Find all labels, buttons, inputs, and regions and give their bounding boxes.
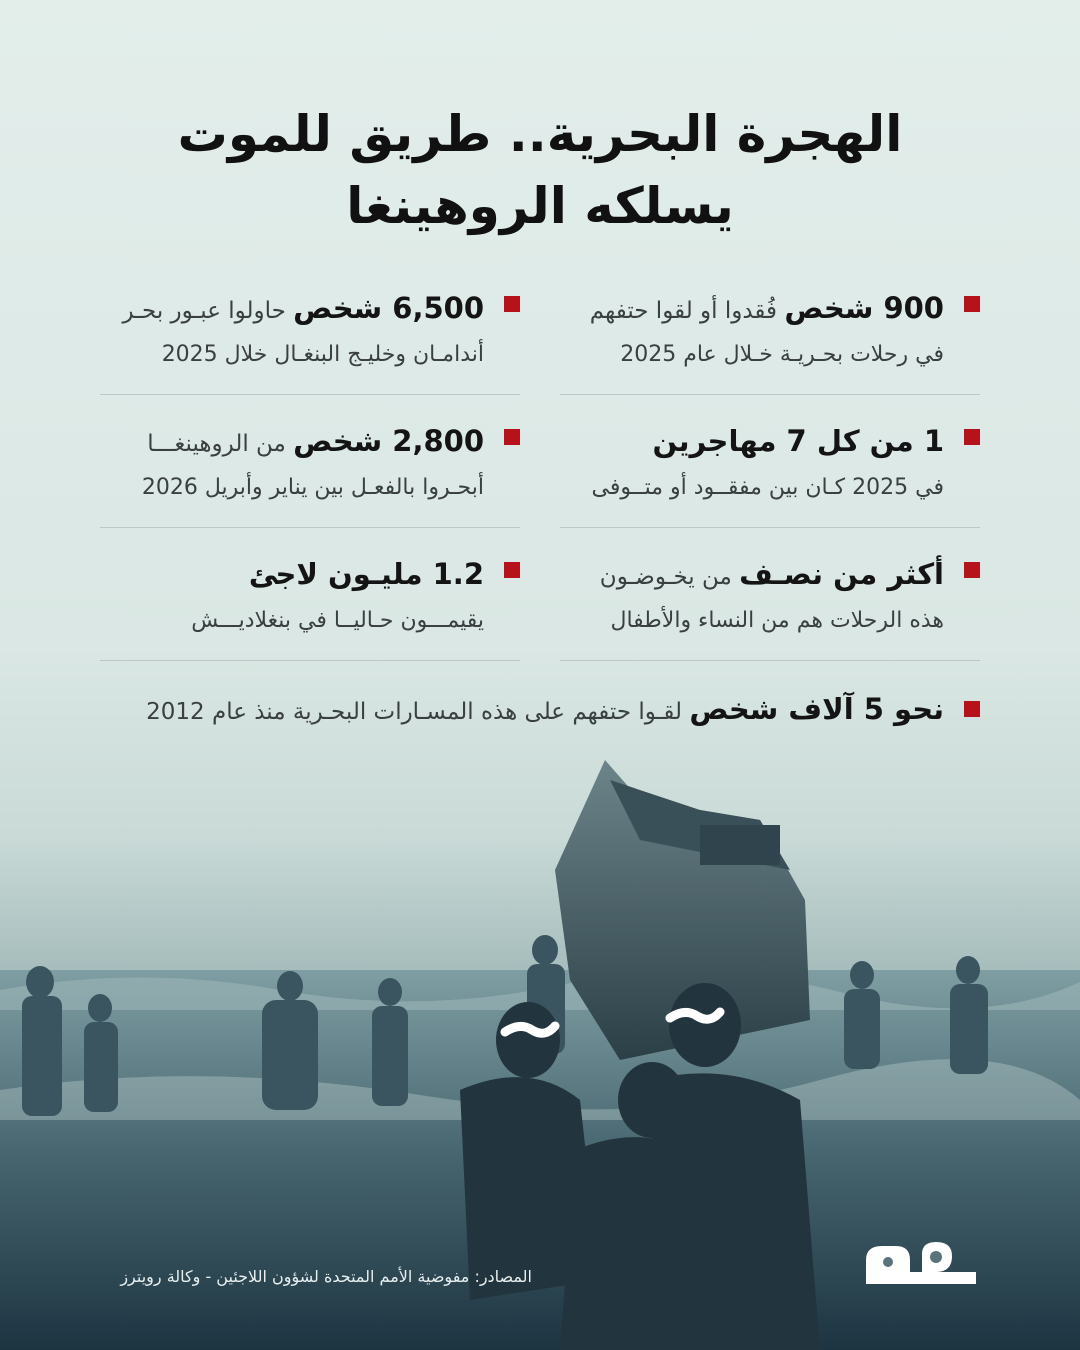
red-square-marker: [964, 701, 980, 717]
page-title: [100, 98, 980, 242]
brand-logo-mark: [862, 1232, 980, 1292]
stat-highlight: 1.2 مليـون لاجئ: [248, 557, 484, 591]
red-square-marker: [504, 429, 520, 445]
stat-line-1: [560, 419, 944, 466]
brand-logo: [862, 1232, 980, 1292]
stat-line-1: [560, 552, 944, 599]
stat-text: من يخـوضـون: [599, 564, 740, 590]
stat-text: فُقدوا أو لقوا حتفهم: [589, 298, 785, 324]
stat-line-2: في رحلات بحـريـة خـلال عام 2025: [620, 342, 944, 367]
red-square-marker: [964, 296, 980, 312]
red-square-marker: [504, 562, 520, 578]
stat-item: [560, 538, 980, 661]
stat-line-2: أندامـان وخليـج البنغـال خلال 2025: [161, 342, 484, 367]
stat-text: لقـوا حتفهم على هذه المسـارات البحـرية منذ عام 2012: [146, 699, 690, 725]
stat-item: [100, 538, 520, 661]
stat-item: [560, 272, 980, 395]
stat-text: حاولوا عبـور بحـر: [122, 298, 294, 324]
stat-highlight: أكثر من نصـف: [739, 557, 944, 591]
stat-item: [100, 405, 520, 528]
red-square-marker: [964, 562, 980, 578]
stat-highlight: نحو 5 آلاف شخص: [689, 692, 944, 726]
stat-item: [100, 272, 520, 395]
stat-line-2: أبحـروا بالفعـل بين يناير وأبريل 2026: [141, 475, 484, 500]
stat-line-2: في 2025 كـان بين مفقــود أو متــوفى: [591, 475, 944, 500]
stat-line-1: [560, 286, 944, 333]
title-line-1: الهجرة البحرية.. طريق للموت: [177, 105, 903, 163]
stat-highlight: 900 شخص: [784, 291, 944, 325]
stat-highlight: 2,800 شخص: [293, 424, 484, 458]
stat-item: [560, 405, 980, 528]
stat-line-1: [100, 419, 484, 466]
red-square-marker: [504, 296, 520, 312]
stats-grid: [100, 272, 980, 671]
sources-note: المصادر: مفوضية الأمم المتحدة لشؤون اللاجئين - وكالة رويترز: [120, 1267, 532, 1286]
title-line-2: يسلكه الروهينغا: [346, 177, 734, 235]
stat-line-2: يقيمـــون حـاليــا في بنغلاديـــش: [191, 608, 484, 633]
eye-blur-mark: [670, 1012, 720, 1019]
full-width-stat: [100, 684, 980, 737]
eye-blur-mark: [505, 1026, 555, 1033]
red-square-marker: [964, 429, 980, 445]
stat-line-1: [100, 286, 484, 333]
stat-line-2: هذه الرحلات هم من النساء والأطفال: [610, 608, 944, 633]
stat-line-1: [100, 552, 484, 599]
stat-highlight: 1 من كل 7 مهاجرين: [652, 424, 944, 458]
stat-text: من الروهينغـــا: [147, 431, 294, 457]
stat-highlight: 6,500 شخص: [293, 291, 484, 325]
